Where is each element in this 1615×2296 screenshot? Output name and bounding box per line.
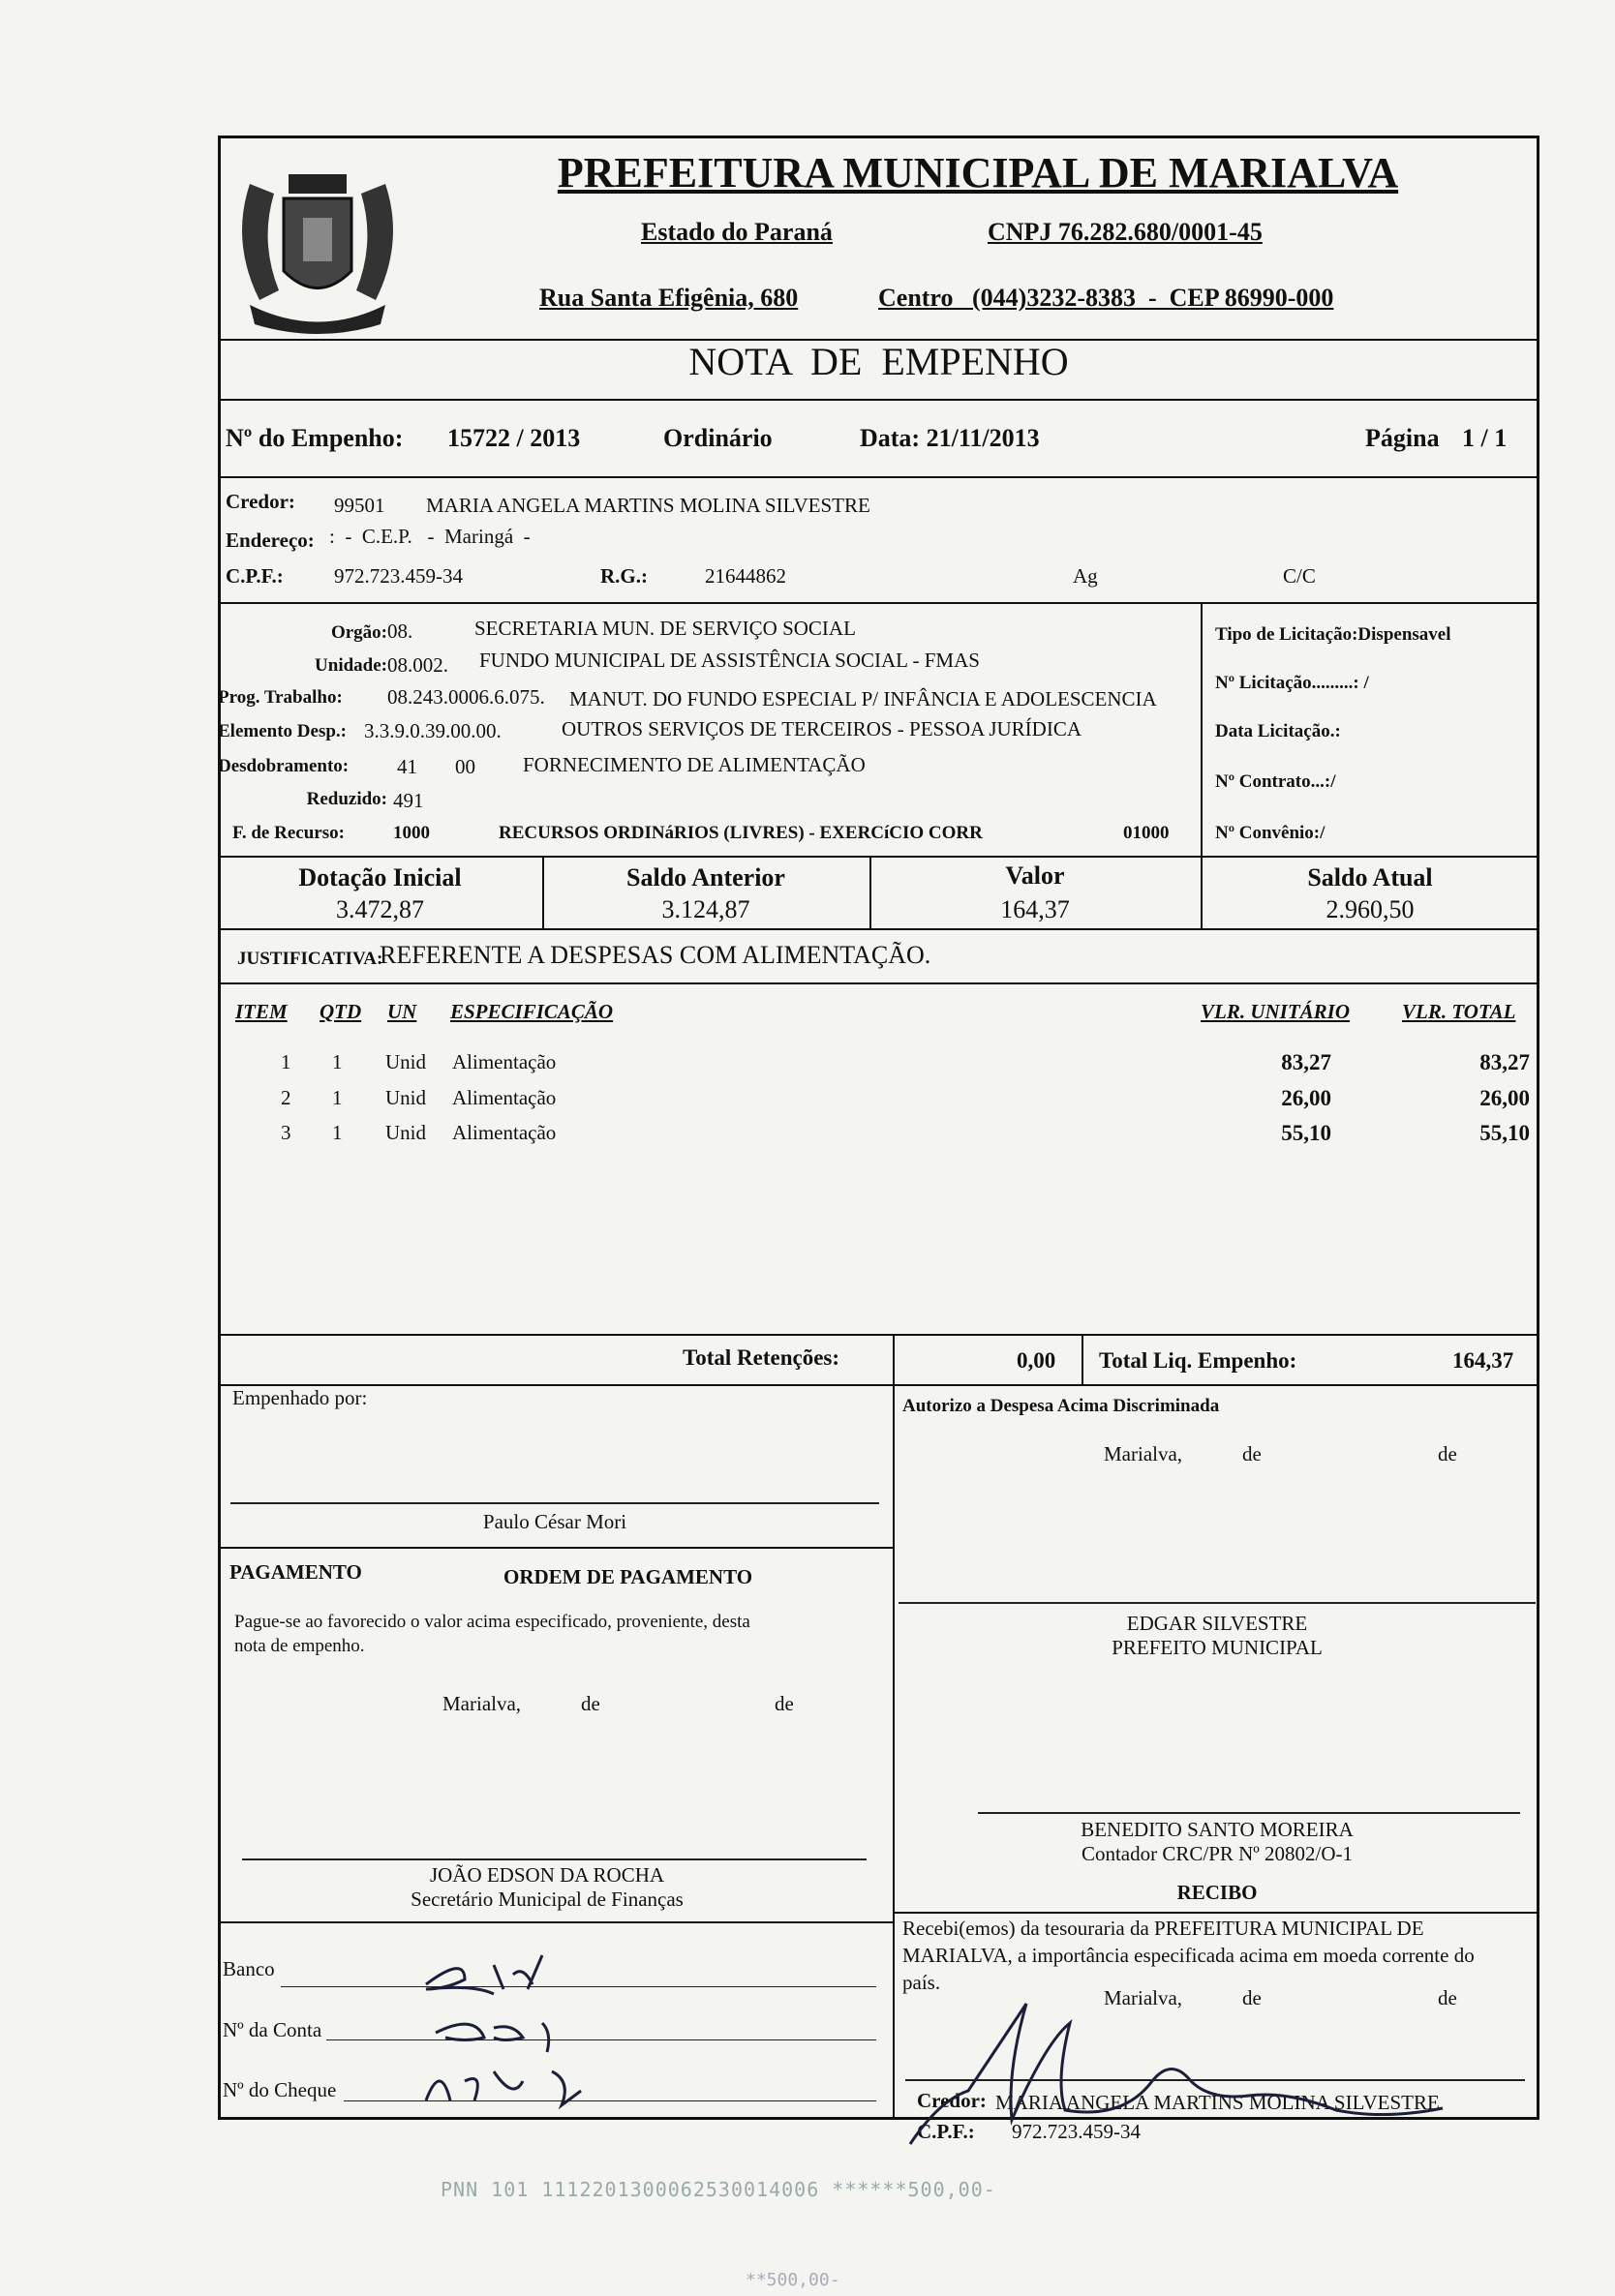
row-un: Unid xyxy=(385,1121,426,1144)
saldo-anterior-label: Saldo Anterior xyxy=(626,863,785,891)
data-licitacao: Data Licitação.: xyxy=(1215,721,1341,741)
elemento-label: Elemento Desp.: xyxy=(218,721,347,741)
header-state: Estado do Paraná xyxy=(641,218,833,246)
unidade-label: Unidade: xyxy=(315,655,387,676)
row-unit: 83,27 xyxy=(1281,1050,1331,1074)
document-title: NOTA DE EMPENHO xyxy=(688,340,1069,383)
numero-convenio: Nº Convênio:/ xyxy=(1215,823,1326,843)
col-especificacao: ESPECIFICAÇÃO xyxy=(450,1000,614,1023)
recurso-code: 1000 xyxy=(393,823,430,843)
saldo-atual-label: Saldo Atual xyxy=(1307,863,1433,891)
ordem-de-2: de xyxy=(775,1692,794,1715)
total-retencoes-value: 0,00 xyxy=(1017,1348,1056,1373)
header-address: Centro (044)3232-8383 - CEP 86990-000 xyxy=(878,284,1334,312)
numero-contrato: Nº Contrato...:/ xyxy=(1215,771,1336,792)
header-cnpj: CNPJ 76.282.680/0001-45 xyxy=(988,218,1263,246)
recibo-de-1: de xyxy=(1242,1986,1262,2009)
numero-licitacao: Nº Licitação.........: / xyxy=(1215,673,1369,693)
empenho-number-label: Nº do Empenho: xyxy=(226,424,404,452)
recibo-text-2: MARIALVA, a importância especificada acima em moeda corrente do xyxy=(902,1944,1475,1967)
row-unit: 26,00 xyxy=(1281,1086,1331,1110)
col-item: ITEM xyxy=(235,1000,288,1023)
recurso-label: F. de Recurso: xyxy=(232,823,345,843)
row-espec: Alimentação xyxy=(452,1121,557,1144)
coat-of-arms-logo xyxy=(221,145,414,339)
col-vlr-unitario: VLR. UNITÁRIO xyxy=(1201,1000,1351,1023)
credor-name: MARIA ANGELA MARTINS MOLINA SILVESTRE xyxy=(426,494,870,517)
pagamento-label: PAGAMENTO xyxy=(229,1560,362,1584)
empenho-number: 15722 / 2013 xyxy=(447,424,581,452)
cpf-value: 972.723.459-34 xyxy=(334,564,463,588)
row-qtd: 1 xyxy=(332,1086,343,1109)
autorizo-de-1: de xyxy=(1242,1442,1262,1465)
desdobramento-name: FORNECIMENTO DE ALIMENTAÇÃO xyxy=(523,753,866,776)
recibo-de-2: de xyxy=(1438,1986,1457,2009)
credor-signature xyxy=(900,1984,1481,2154)
reduzido-label: Reduzido: xyxy=(306,789,387,809)
row-total: 83,27 xyxy=(1479,1050,1530,1074)
page-label: Página xyxy=(1365,424,1440,452)
pague-se-line1: Pague-se ao favorecido o valor acima especificado, proveniente, desta xyxy=(234,1612,750,1632)
autorizo-despesa: Autorizo a Despesa Acima Discriminada xyxy=(902,1396,1220,1416)
prefeito-title: PREFEITO MUNICIPAL xyxy=(1112,1636,1323,1659)
col-vlr-total: VLR. TOTAL xyxy=(1402,1000,1516,1023)
saldo-atual-value: 2.960,50 xyxy=(1326,895,1415,923)
credor-label: Credor: xyxy=(226,490,295,513)
empenho-date: Data: 21/11/2013 xyxy=(860,424,1040,452)
row-item: 1 xyxy=(281,1050,291,1073)
row-item: 2 xyxy=(281,1086,291,1109)
elemento-name: OUTROS SERVIÇOS DE TERCEIROS - PESSOA JURÍDICA xyxy=(562,717,1082,740)
desdobramento-b: 00 xyxy=(455,755,475,778)
endereco-label: Endereço: xyxy=(226,529,315,552)
orgao-name: SECRETARIA MUN. DE SERVIÇO SOCIAL xyxy=(474,617,856,640)
dotacao-inicial-value: 3.472,87 xyxy=(336,895,424,923)
row-item: 3 xyxy=(281,1121,291,1144)
autorizo-marialva: Marialva, xyxy=(1104,1442,1183,1465)
cc-label: C/C xyxy=(1283,564,1316,588)
recibo-credor-label: Credor: xyxy=(917,2089,987,2112)
conta-label: Nº da Conta xyxy=(223,2018,322,2041)
dotacao-inicial-label: Dotação Inicial xyxy=(298,863,462,891)
col-un: UN xyxy=(387,1000,417,1023)
row-un: Unid xyxy=(385,1050,426,1073)
endereco-value: : - C.E.P. - Maringá - xyxy=(329,525,531,548)
row-espec: Alimentação xyxy=(452,1086,557,1109)
page-number: 1 / 1 xyxy=(1462,424,1508,452)
row-qtd: 1 xyxy=(332,1121,343,1144)
rg-label: R.G.: xyxy=(600,564,648,588)
total-liq-label: Total Liq. Empenho: xyxy=(1099,1348,1297,1373)
unidade-code: 08.002. xyxy=(387,653,448,677)
ordem-marialva: Marialva, xyxy=(442,1692,522,1715)
recibo-text-3: país. xyxy=(902,1971,941,1994)
row-total: 55,10 xyxy=(1479,1121,1530,1145)
justificativa-label: JUSTIFICATIVA: xyxy=(237,949,383,969)
rg-value: 21644862 xyxy=(705,564,786,588)
prog-trabalho-label: Prog. Trabalho: xyxy=(218,687,343,708)
desdobramento-a: 41 xyxy=(397,755,417,778)
prefeito-name: EDGAR SILVESTRE xyxy=(1126,1612,1308,1635)
empenhado-por-label: Empenhado por: xyxy=(232,1386,368,1409)
banco-label: Banco xyxy=(223,1957,275,1980)
tipo-licitacao: Tipo de Licitação:Dispensavel xyxy=(1215,624,1451,645)
recibo-cpf-value: 972.723.459-34 xyxy=(1012,2120,1141,2143)
empenhado-por-name: Paulo César Mori xyxy=(482,1510,627,1533)
total-liq-value: 164,37 xyxy=(1452,1348,1514,1373)
ordem-de-1: de xyxy=(581,1692,600,1715)
row-total: 26,00 xyxy=(1479,1086,1530,1110)
recibo-credor-name: MARIA ANGELA MARTINS MOLINA SILVESTRE xyxy=(995,2091,1440,2114)
recibo-title: RECIBO xyxy=(1176,1881,1258,1904)
row-qtd: 1 xyxy=(332,1050,343,1073)
recibo-text-1: Recebi(emos) da tesouraria da PREFEITURA MUNICIPAL DE xyxy=(902,1917,1424,1940)
valor-value: 164,37 xyxy=(1000,895,1070,923)
row-un: Unid xyxy=(385,1086,426,1109)
recurso-code2: 01000 xyxy=(1123,823,1170,843)
machine-stamp-2: **500,00- xyxy=(746,2270,840,2290)
valor-label: Valor xyxy=(1005,861,1065,890)
justificativa-text: REFERENTE A DESPESAS COM ALIMENTAÇÃO. xyxy=(380,941,931,969)
contador-title: Contador CRC/PR Nº 20802/O-1 xyxy=(1081,1842,1354,1865)
reduzido-value: 491 xyxy=(393,789,424,812)
col-qtd: QTD xyxy=(320,1000,362,1023)
financas-name: JOÃO EDSON DA ROCHA xyxy=(429,1863,665,1887)
elemento-code: 3.3.9.0.39.00.00. xyxy=(364,719,502,742)
cheque-label: Nº do Cheque xyxy=(223,2078,337,2101)
ordem-pagamento-label: ORDEM DE PAGAMENTO xyxy=(503,1565,753,1588)
unidade-name: FUNDO MUNICIPAL DE ASSISTÊNCIA SOCIAL - FMAS xyxy=(479,649,980,672)
header-title: PREFEITURA MUNICIPAL DE MARIALVA xyxy=(557,149,1399,196)
cpf-label: C.P.F.: xyxy=(226,564,284,588)
autorizo-de-2: de xyxy=(1438,1442,1457,1465)
total-retencoes-label: Total Retenções: xyxy=(683,1345,840,1370)
recibo-marialva: Marialva, xyxy=(1104,1986,1183,2009)
orgao-label: Orgão: xyxy=(330,622,387,643)
saldo-anterior-value: 3.124,87 xyxy=(661,895,750,923)
pague-se-line2: nota de empenho. xyxy=(234,1636,365,1656)
financas-title: Secretário Municipal de Finanças xyxy=(411,1888,684,1911)
recibo-cpf-label: C.P.F.: xyxy=(917,2120,975,2143)
row-espec: Alimentação xyxy=(452,1050,557,1073)
prog-trabalho-code: 08.243.0006.6.075. xyxy=(387,685,545,709)
handwritten-bank-signature xyxy=(407,1946,620,2134)
contador-name: BENEDITO SANTO MOREIRA xyxy=(1081,1818,1354,1841)
ag-label: Ag xyxy=(1073,564,1098,588)
prog-trabalho-name: MANUT. DO FUNDO ESPECIAL P/ INFÂNCIA E ADOLESCENCIA xyxy=(569,687,1157,710)
credor-code: 99501 xyxy=(334,494,385,517)
desdobramento-label: Desdobramento: xyxy=(218,756,350,776)
orgao-code: 08. xyxy=(387,619,413,643)
machine-stamp: PNN 101 1112201300062530014006 ******500,00- xyxy=(441,2178,996,2201)
empenho-type: Ordinário xyxy=(663,424,773,452)
row-unit: 55,10 xyxy=(1281,1121,1331,1145)
header-street: Rua Santa Efigênia, 680 xyxy=(539,284,799,312)
recurso-name: RECURSOS ORDINáRIOS (LIVRES) - EXERCíCIO CORR xyxy=(499,823,983,843)
